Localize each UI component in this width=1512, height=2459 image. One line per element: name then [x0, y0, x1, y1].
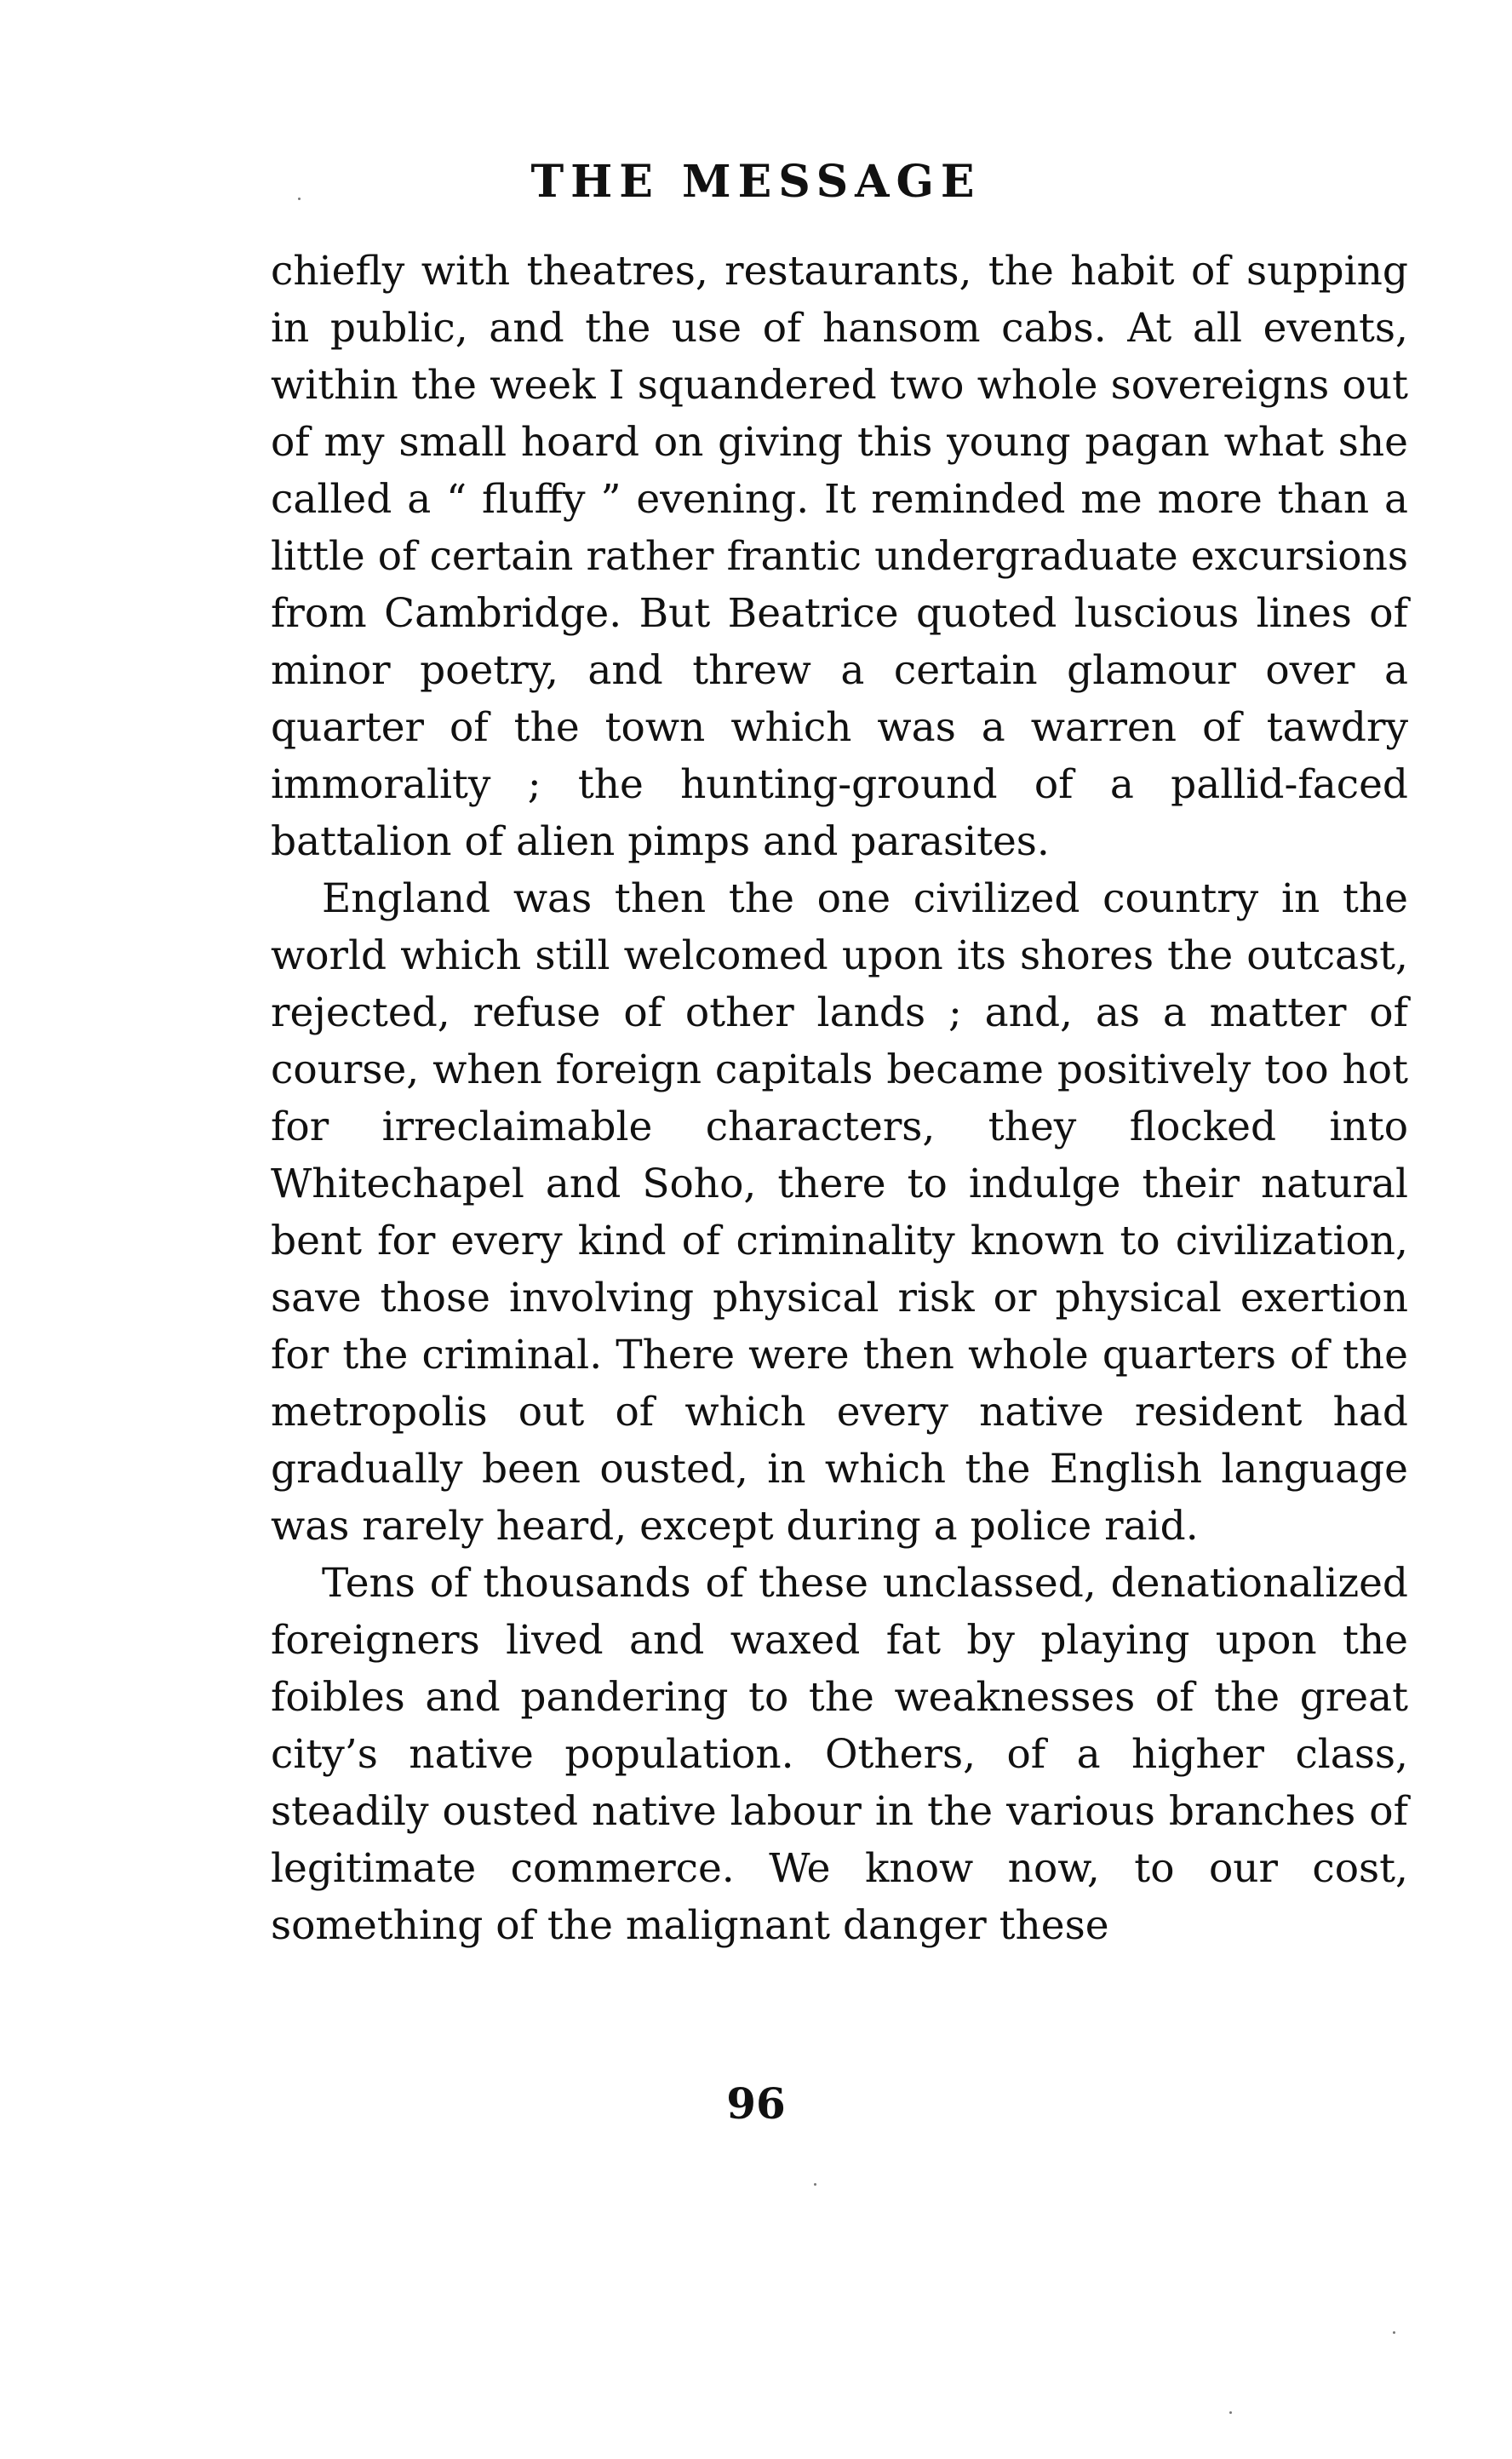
- paper-speck: [1393, 2331, 1395, 2334]
- paragraph-2: England was then the one civilized country in the world which still welcomed upon its shores the outcast, rejected, refuse of other lands ; and, as a matter of course, when foreign capitals became positively too hot for irreclaimable characters, they flocked into Whitechapel and Soho, there to indulge their natural bent for every kind of criminality known to civilization, save those involving physical risk or physical exertion for the criminal. There were then whole quarters of the metropolis out of which every native resident had gradually been ousted, in which the English language was rarely heard, except during a police raid.: [271, 875, 1408, 1550]
- paper-speck: [814, 2183, 816, 2186]
- running-head: THE MESSAGE: [530, 156, 982, 208]
- paper-speck: [1229, 2411, 1232, 2414]
- page-number: 96: [726, 2078, 786, 2129]
- paper-speck: [298, 198, 301, 200]
- body-text: [271, 243, 1408, 1954]
- paragraph-1: chiefly with theatres, restaurants, the habit of supping in public, and the use of hansom cabs. At all events, within the week I squandered two whole sovereigns out of my small hoard on giving this young pagan what she called a “ fluffy ” evening. It reminded me more than a little of certain rather frantic undergraduate excursions from Cambridge. But Beatrice quoted luscious lines of minor poetry, and threw a certain glamour over a quarter of the town which was a warren of tawdry immorality ; the hunting-ground of a pallid-faced battalion of alien pimps and parasites.: [271, 248, 1408, 865]
- paragraph-3: Tens of thousands of these unclassed, denationalized foreigners lived and waxed fat by playing upon the foibles and pandering to the weaknesses of the great city’s native population. Others, of a higher class, steadily ousted native labour in the various branches of legitimate commerce. We know now, to our cost, something of the malignant danger these: [271, 1560, 1408, 1949]
